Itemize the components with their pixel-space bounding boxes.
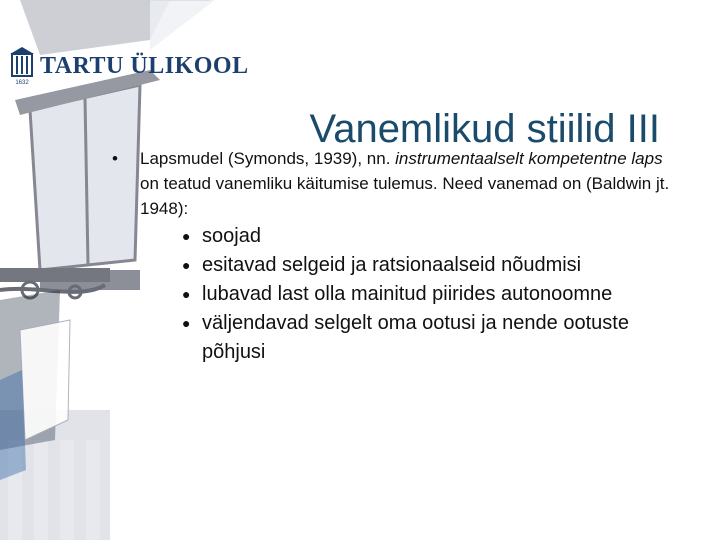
logo-text: TARTU ÜLIKOOL xyxy=(40,52,249,79)
list-item-text: väljendavad selgelt oma ootusi ja nende ootuste põhjusi xyxy=(202,312,629,363)
bullet-marker: • xyxy=(112,149,118,168)
list-item-text: soojad xyxy=(202,225,261,247)
dot-icon: ● xyxy=(182,315,191,331)
logo-year: 1632 xyxy=(15,80,29,86)
dot-icon: ● xyxy=(182,257,191,273)
bullet-text-italic: instrumentaalselt kompetentne laps xyxy=(395,149,663,168)
sub-bullet-list xyxy=(182,222,682,367)
dot-icon: ● xyxy=(182,228,191,244)
main-bullet xyxy=(112,146,672,221)
university-emblem-icon xyxy=(10,46,34,86)
bullet-text xyxy=(140,146,672,221)
list-item-text: lubavad last olla mainitud piirides autonoomne xyxy=(202,283,613,305)
dot-icon: ● xyxy=(182,286,191,302)
slide-title: Vanemlikud stiilid III xyxy=(309,106,660,151)
university-logo xyxy=(10,44,250,88)
list-item xyxy=(182,222,682,251)
bullet-text-part1: Lapsmudel (Symonds, 1939), nn. xyxy=(140,149,396,168)
list-item xyxy=(182,251,682,280)
list-item xyxy=(182,309,682,367)
bullet-text-part2: on teatud vanemliku käitumise tulemus. Need vanemad on (Baldwin jt. 1948): xyxy=(140,174,670,218)
list-item xyxy=(182,280,682,309)
list-item-text: esitavad selgeid ja ratsionaalseid nõudmisi xyxy=(202,254,582,276)
